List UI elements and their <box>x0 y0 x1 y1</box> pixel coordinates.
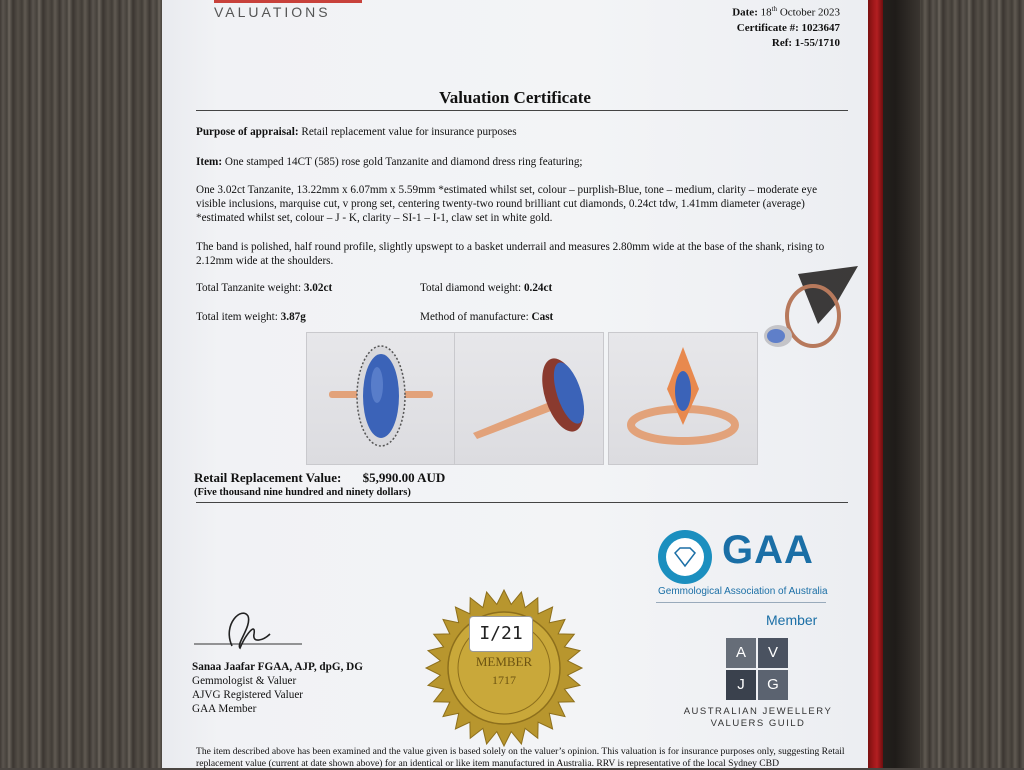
title-rule <box>196 110 848 111</box>
page-title: Valuation Certificate <box>439 88 591 107</box>
ring-photo-side <box>454 332 604 465</box>
seal-number: 1717 <box>492 673 516 687</box>
valuer-details <box>192 660 363 716</box>
disclaimer-text: The item described above has been examined and the value given is based solely on the valuer’s opinion. This valuation is for insurance purposes only, suggesting Retail replacement value (current at date shown above) for an identical or like item manufactured in Australia. RRV is representative of the local Sydney CBD <box>196 746 845 769</box>
manufacture-method: Method of manufacture: Cast <box>420 311 554 323</box>
red-border-stripe <box>868 0 883 768</box>
value-in-words: (Five thousand nine hundred and ninety dollars) <box>194 487 411 498</box>
valuer-signature <box>192 604 312 659</box>
purpose-line: Purpose of appraisal: Retail replacement value for insurance purposes <box>196 126 517 138</box>
gaa-full-name: Gemmological Association of Australia <box>658 586 828 597</box>
valuer-registration: AJVG Registered Valuer <box>192 689 304 701</box>
ajvg-letter-v: V <box>758 638 788 668</box>
item-weight: Total item weight: 3.87g <box>196 311 306 323</box>
meta-certificate-number: Certificate #: 1023647 <box>736 21 840 34</box>
meta-ref: Ref: 1-55/1710 <box>771 36 840 49</box>
ajvg-logo <box>726 638 788 700</box>
brand-logo-mark <box>214 0 362 3</box>
certificate-meta <box>732 2 840 51</box>
certificate-page <box>162 0 868 768</box>
tanzanite-weight: Total Tanzanite weight: 3.02ct <box>196 282 333 294</box>
seal-ticket-label: I/21 <box>469 616 533 652</box>
ajvg-letter-a: A <box>726 638 756 668</box>
valuer-role: Gemmologist & Valuer <box>192 675 297 687</box>
retail-replacement-value: Retail Replacement Value: $5,990.00 AUD <box>194 470 446 485</box>
gaa-acronym: GAA <box>722 528 814 572</box>
gold-member-seal <box>424 588 584 748</box>
diamond-weight: Total diamond weight: 0.24ct <box>420 282 553 294</box>
ajvg-letter-j: J <box>726 670 756 700</box>
valuer-name: Sanaa Jaafar FGAA, AJP, dpG, DG <box>192 661 363 673</box>
brand-name: VALUATIONS <box>214 4 331 20</box>
seal-text: MEMBER <box>475 654 533 669</box>
wood-background-left <box>0 0 170 768</box>
ajvg-caption: AUSTRALIAN JEWELLERY VALUERS GUILD <box>683 706 833 729</box>
gaa-member-label: Member <box>766 612 818 628</box>
ajvg-letter-g: G <box>758 670 788 700</box>
item-description: One 3.02ct Tanzanite, 13.22mm x 6.07mm x 5.59mm *estimated whilst set, colour – purplish-Blue, tone – medium, clarity – moderate eye visible inclusions, marquise cut, v prong set, centering twenty-two round brilliant cut diamonds, 0.24ct tdw, 1.41mm diameter (average) *estimated whilst set, colour – J - K, clarity – SI-1 – I-1, claw set in white gold. <box>196 184 818 224</box>
gaa-rule <box>656 602 826 603</box>
meta-date: Date: 18th October 2023 <box>732 5 840 19</box>
gaa-diamond-icon <box>656 528 714 586</box>
value-rule <box>196 502 848 503</box>
ring-on-paper <box>758 264 868 354</box>
ring-photo-front <box>306 332 456 465</box>
item-line: Item: One stamped 14CT (585) rose gold Tanzanite and diamond dress ring featuring; <box>196 156 583 168</box>
valuer-membership: GAA Member <box>192 703 257 715</box>
band-description: The band is polished, half round profile, slightly upswept to a basket underrail and measures 2.80mm wide at the base of the shank, rising to 2.12mm wide at the shoulders. <box>196 241 825 267</box>
ring-photo-top <box>608 332 758 465</box>
